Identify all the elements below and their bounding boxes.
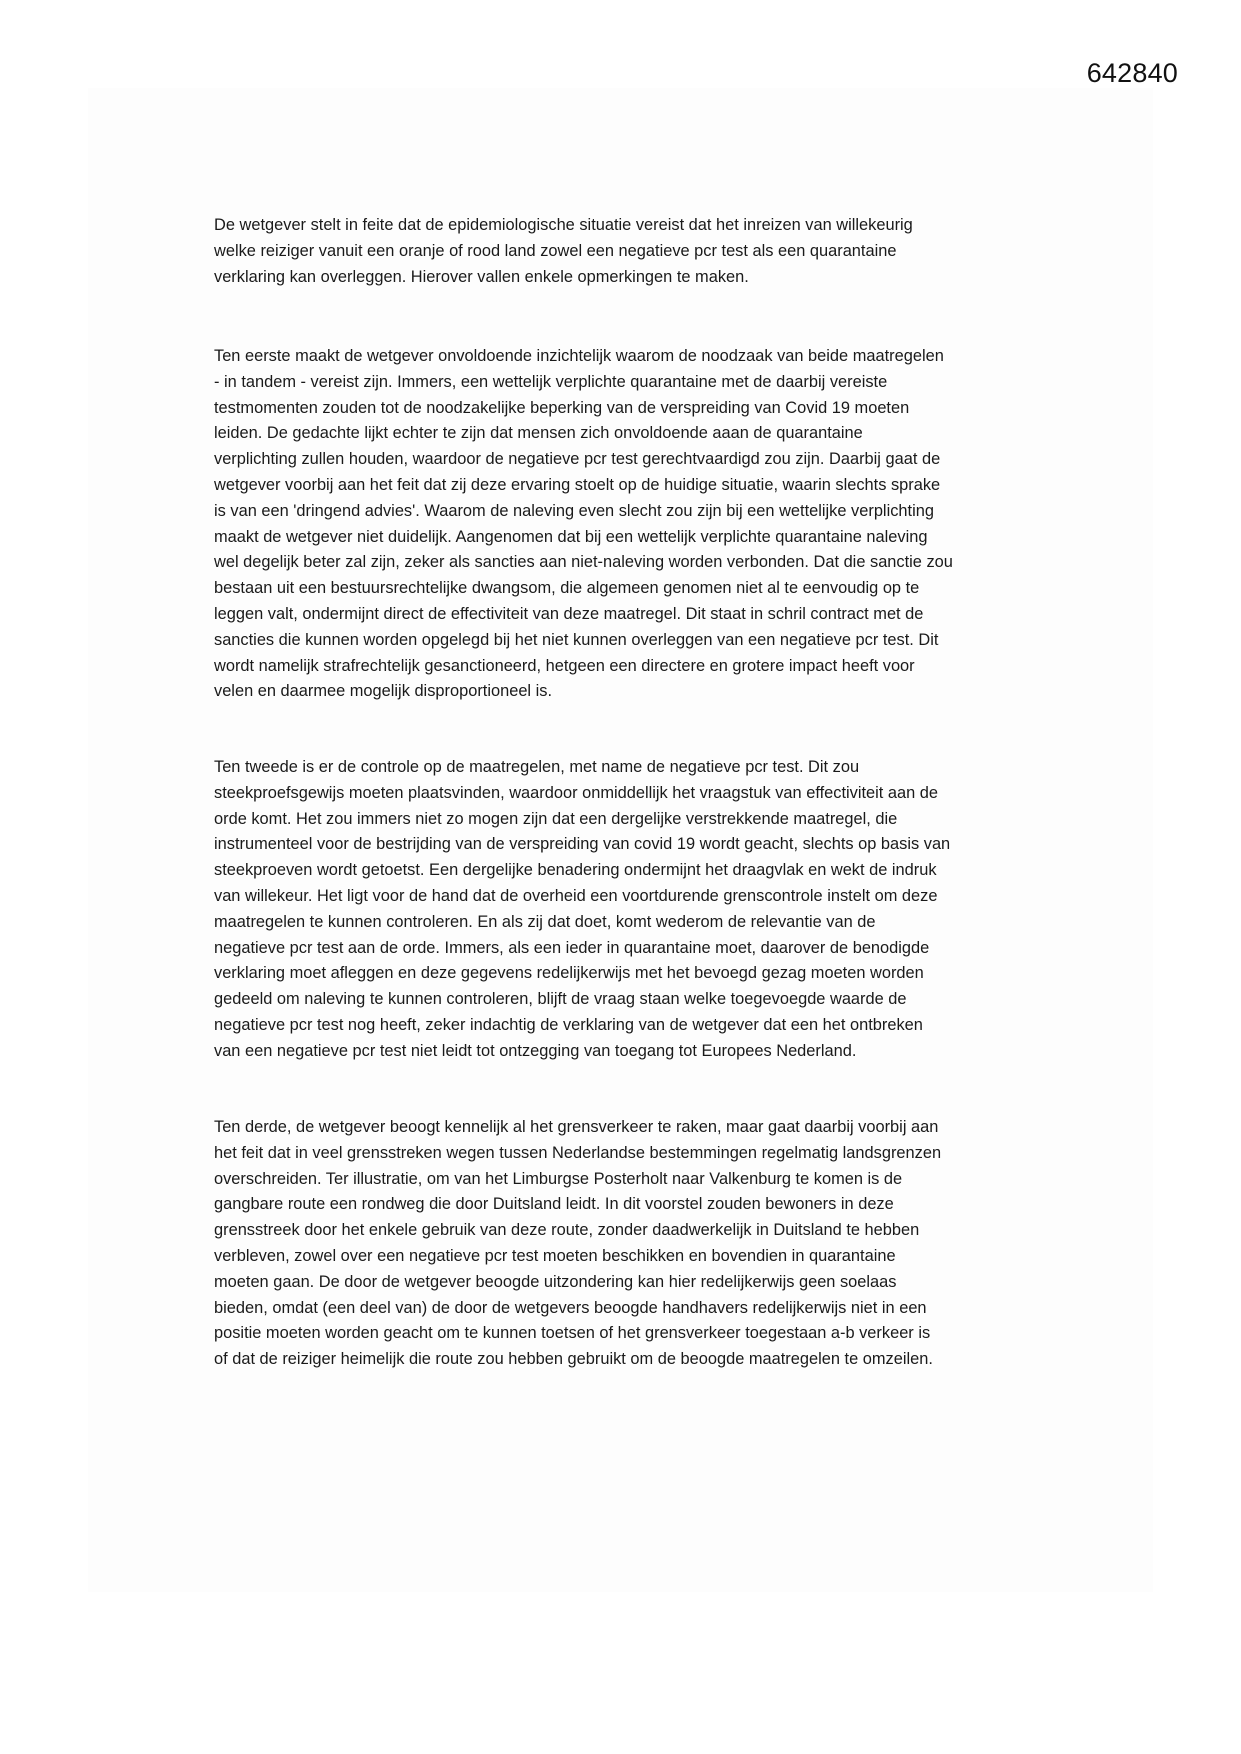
- text-line: welke reiziger vanuit een oranje of rood land zowel een negatieve pcr test als een quarantaine: [214, 241, 897, 260]
- text-line: bieden, omdat (een deel van) de door de wetgevers beoogde handhavers redelijkerwijs niet in een: [214, 1298, 927, 1317]
- text-line: het feit dat in veel grensstreken wegen tussen Nederlandse bestemmingen regelmatig landsgrenzen: [214, 1143, 942, 1162]
- text-line: sancties die kunnen worden opgelegd bij het niet kunnen overleggen van een negatieve pcr test. Dit: [214, 630, 939, 649]
- text-line: grensstreek door het enkele gebruik van deze route, zonder daadwerkelijk in Duitsland te hebben: [214, 1221, 920, 1240]
- text-line: leggen valt, ondermijnt direct de effectiviteit van deze maatregel. Dit staat in schril contract met de: [214, 604, 924, 623]
- text-line: verbleven, zowel over een negatieve pcr test moeten beschikken en bovendien in quarantaine: [214, 1246, 896, 1265]
- text-line: verklaring moet afleggen en deze gegevens redelijkerwijs met het bevoegd gezag moeten worden: [214, 964, 924, 983]
- text-line: instrumenteel voor de bestrijding van de verspreiding van covid 19 wordt geacht, slechts op basis van: [214, 835, 951, 854]
- text-line: van een negatieve pcr test niet leidt tot ontzegging van toegang tot Europees Nederland.: [214, 1041, 857, 1060]
- text-line: steekproefsgewijs moeten plaatsvinden, waardoor onmiddellijk het vraagstuk van effectiviteit aan de: [214, 783, 939, 802]
- text-line: orde komt. Het zou immers niet zo mogen zijn dat een dergelijke verstrekkende maatregel, die: [214, 809, 898, 828]
- text-line: wel degelijk beter zal zijn, zeker als sancties aan niet-naleving worden verbonden. Dat die sanctie zou: [214, 553, 953, 572]
- document-id-number: 642840: [1086, 58, 1178, 88]
- text-line: maakt de wetgever niet duidelijk. Aangenomen dat bij een wettelijk verplichte quarantaine naleving: [214, 527, 928, 546]
- text-line: negatieve pcr test nog heeft, zeker indachtig de verklaring van de wetgever dat een het ontbreken: [214, 1015, 923, 1034]
- text-line: leiden. De gedachte lijkt echter te zijn dat mensen zich onvoldoende aaan de quarantaine: [214, 424, 863, 443]
- text-line: moeten gaan. De door de wetgever beoogde uitzondering kan hier redelijkerwijs geen soelaas: [214, 1272, 897, 1291]
- text-line: gangbare route een rondweg die door Duitsland leidt. In dit voorstel zouden bewoners in deze: [214, 1195, 894, 1214]
- text-line: of dat de reiziger heimelijk die route zou hebben gebruikt om de beoogde maatregelen te omzeilen.: [214, 1350, 933, 1369]
- text-line: wordt namelijk strafrechtelijk gesanctioneerd, hetgeen een directere en grotere impact heeft voor: [214, 656, 915, 675]
- paragraph-second-point: [214, 755, 1034, 1065]
- text-line: steekproeven wordt getoetst. Een dergelijke benadering ondermijnt het draagvlak en wekt de indruk: [214, 861, 937, 880]
- text-line: testmomenten zouden tot de noodzakelijke beperking van de verspreiding van Covid 19 moeten: [214, 398, 910, 417]
- text-line: Ten eerste maakt de wetgever onvoldoende inzichtelijk waarom de noodzaak van beide maatregelen: [214, 347, 944, 365]
- text-line: Ten tweede is er de controle op de maatregelen, met name de negatieve pcr test. Dit zou: [214, 758, 860, 776]
- paragraph-intro: [214, 213, 1034, 290]
- paragraph-third-point: [214, 1115, 1034, 1373]
- text-line: velen en daarmee mogelijk disproportioneel is.: [214, 682, 553, 701]
- paragraph-first-point: [214, 344, 1034, 705]
- text-line: verplichting zullen houden, waardoor de negatieve pcr test gerechtvaardigd zou zijn. Daarbij gaat de: [214, 450, 941, 469]
- text-line: van willekeur. Het ligt voor de hand dat de overheid een voortdurende grenscontrole instelt om deze: [214, 886, 938, 905]
- text-line: De wetgever stelt in feite dat de epidemiologische situatie vereist dat het inreizen van willekeurig: [214, 216, 913, 234]
- text-line: gedeeld om naleving te kunnen controleren, blijft de vraag staan welke toegevoegde waarde de: [214, 990, 907, 1009]
- text-line: overschreiden. Ter illustratie, om van het Limburgse Posterholt naar Valkenburg te komen is de: [214, 1169, 903, 1188]
- text-line: Ten derde, de wetgever beoogt kennelijk al het grensverkeer te raken, maar gaat daarbij voorbij aan: [214, 1118, 939, 1136]
- text-line: verklaring kan overleggen. Hierover vallen enkele opmerkingen te maken.: [214, 267, 749, 286]
- text-line: negatieve pcr test aan de orde. Immers, als een ieder in quarantaine moet, daarover de benodigde: [214, 938, 930, 957]
- text-line: bestaan uit een bestuursrechtelijke dwangsom, die algemeen genomen niet al te eenvoudig op te: [214, 579, 920, 598]
- text-line: is van een 'dringend advies'. Waarom de naleving even slecht zou zijn bij een wettelijke verplichting: [214, 501, 934, 520]
- text-line: - in tandem - vereist zijn. Immers, een wettelijk verplichte quarantaine met de daarbij vereiste: [214, 372, 888, 391]
- text-line: wetgever voorbij aan het feit dat zij deze ervaring stoelt op de huidige situatie, waarin slechts sprake: [214, 475, 941, 494]
- text-line: positie moeten worden geacht om te kunnen toetsen of het grensverkeer toegestaan a-b verkeer is: [214, 1324, 931, 1343]
- text-line: maatregelen te kunnen controleren. En als zij dat doet, komt wederom de relevantie van de: [214, 912, 876, 931]
